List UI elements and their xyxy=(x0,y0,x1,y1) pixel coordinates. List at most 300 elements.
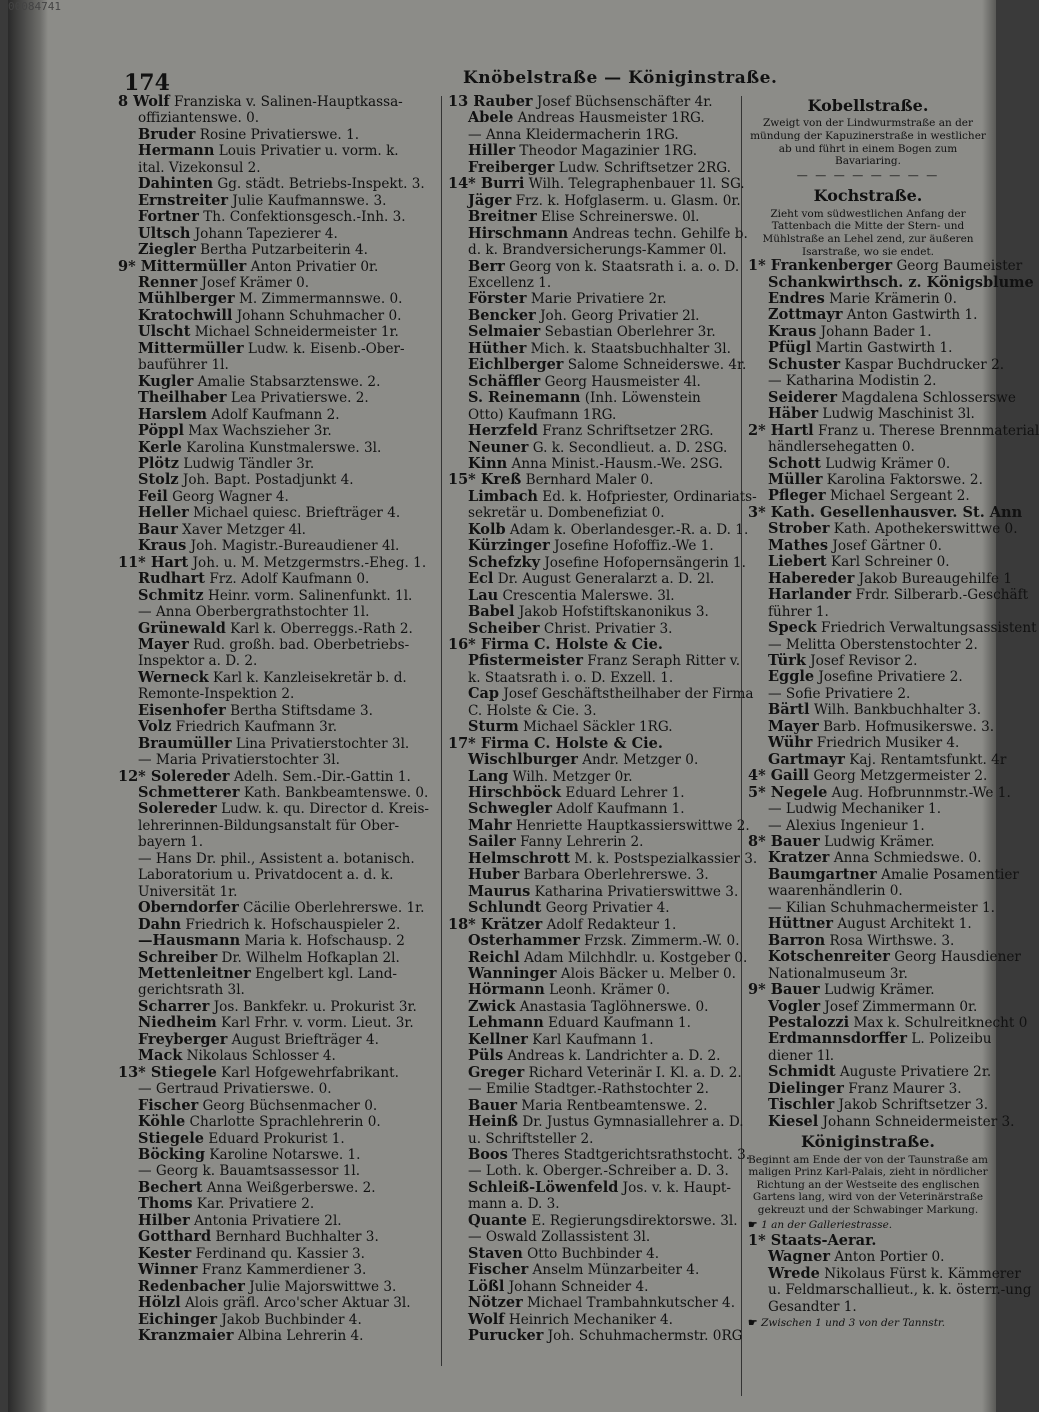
resident-details: Albina Lehrerin 4. xyxy=(233,1327,364,1344)
resident-name: Seiderer xyxy=(768,388,838,406)
directory-entry xyxy=(748,783,1011,801)
resident-name: Mack xyxy=(138,1047,183,1065)
resident-name: Cap xyxy=(468,685,500,703)
directory-entry xyxy=(748,586,1029,604)
directory-entry xyxy=(448,110,738,126)
house-number: 9* xyxy=(748,981,766,999)
house-number: 8 xyxy=(118,93,129,110)
resident-details: Marie Privatiere 2r. xyxy=(526,291,667,308)
directory-entry xyxy=(118,456,440,472)
resident-name: Winner xyxy=(138,1261,198,1279)
directory-entry xyxy=(448,1262,738,1278)
resident-details: Andreas techn. Gehilfe b. xyxy=(568,225,748,242)
resident-name: Eggle xyxy=(768,668,815,686)
resident-name: Kreß xyxy=(475,471,522,489)
directory-entry xyxy=(748,619,1037,637)
directory-entry xyxy=(118,736,440,752)
directory-entry xyxy=(448,719,738,735)
directory-entry xyxy=(448,1213,738,1229)
resident-name: S. Reinemann xyxy=(468,389,581,407)
resident-name: Kerle xyxy=(138,438,182,456)
directory-entry xyxy=(748,307,988,323)
resident-name: Kinn xyxy=(468,454,508,472)
house-number: 15* xyxy=(448,471,476,489)
resident-name: Förster xyxy=(468,290,527,308)
directory-entry xyxy=(118,1180,440,1196)
resident-details: Otto Buchbinder 4. xyxy=(522,1245,660,1262)
resident-details: Georg Privatier 4. xyxy=(541,900,670,917)
resident-details: Dr. Wilhelm Hofkaplan 2l. xyxy=(217,949,400,966)
resident-details: Barbara Oberlehrerswe. 3. xyxy=(519,867,709,884)
resident-details: Friedrich Verwaltungsassistent xyxy=(816,620,1037,637)
resident-details: Ludwig Krämer. xyxy=(819,833,935,850)
directory-entry xyxy=(448,175,745,193)
entry-continuation: u. Feldmarschallieut., k. k. österr.-ung xyxy=(768,1282,1032,1299)
directory-entry xyxy=(118,999,440,1015)
resident-name: Köhle xyxy=(138,1113,186,1131)
directory-entry xyxy=(118,900,440,916)
house-number: 8* xyxy=(748,832,766,850)
resident-name: Schleiß-Löwenfeld xyxy=(468,1178,619,1196)
directory-entry xyxy=(118,440,440,456)
directory-entry xyxy=(748,257,1023,275)
resident-details: Johann Schuhmacher 0. xyxy=(232,307,402,324)
resident-name: Wanninger xyxy=(468,965,557,983)
resident-details: Frz. k. Hofglaserm. u. Glasm. 0r. xyxy=(511,192,741,209)
resident-details: Kath. Bankbeamtenswe. 0. xyxy=(239,785,429,802)
resident-name: Sturm xyxy=(468,718,519,736)
resident-details: Georg von k. Staatsrath i. a. o. D. xyxy=(504,258,740,275)
directory-entry xyxy=(448,884,738,900)
entry-continuation: gerichtsrath 3l. xyxy=(138,982,245,999)
resident-details: Anna Schmiedswe. 0. xyxy=(829,850,982,867)
resident-details: Joh. Schuhmachermstr. 0RG xyxy=(543,1327,743,1344)
resident-details: G. k. Secondlieut. a. D. 2SG. xyxy=(528,439,728,456)
resident-name: Grünewald xyxy=(138,619,226,637)
directory-entry xyxy=(118,324,440,340)
resident-name: Burri xyxy=(475,175,525,193)
directory-entry xyxy=(448,191,741,209)
directory-entry xyxy=(448,209,738,225)
directory-entry xyxy=(448,520,749,538)
resident-details: Jakob Bureaugehilfe 1 xyxy=(854,570,1013,587)
resident-name: Hartl xyxy=(765,421,814,439)
resident-details: Ed. k. Hofpriester, Ordinariats- xyxy=(537,488,757,505)
directory-entry xyxy=(448,933,738,949)
entry-continuation: — Gertraud Privatierswe. 0. xyxy=(138,1081,332,1098)
resident-name: Tischler xyxy=(768,1096,835,1114)
resident-details: Christ. Privatier 3. xyxy=(539,620,673,637)
resident-name: Nötzer xyxy=(468,1294,523,1312)
directory-entry xyxy=(748,1112,1015,1130)
resident-details: Joh. Bapt. Postadjunkt 4. xyxy=(178,472,354,489)
entry-continuation: waarenhändlerin 0. xyxy=(768,883,903,900)
directory-entry xyxy=(748,554,988,570)
resident-name: Freyberger xyxy=(138,1030,228,1048)
resident-details: Mich. k. Staatsbuchhalter 3l. xyxy=(526,340,731,357)
directory-entry xyxy=(448,160,738,176)
resident-details: Jakob Hofstiftskanonikus 3. xyxy=(514,604,709,621)
entry-continuation: Excellenz 1. xyxy=(468,274,552,291)
directory-entry xyxy=(448,1279,738,1295)
resident-name: Lößl xyxy=(468,1277,505,1295)
resident-details: Michael Sergeant 2. xyxy=(825,488,970,505)
directory-entry xyxy=(118,950,440,966)
resident-name: Eisenhofer xyxy=(138,701,226,719)
resident-details: Heinrich Mechaniker 4. xyxy=(504,1311,673,1328)
directory-entry xyxy=(118,538,440,554)
resident-details: Johann Schneidermeister 3. xyxy=(818,1113,1015,1130)
resident-details: Franz Seraph Ritter v. xyxy=(582,653,741,670)
directory-entry xyxy=(118,1131,440,1147)
resident-name: Renner xyxy=(138,273,198,291)
house-number: 9* xyxy=(118,257,136,275)
cross-street-note: ☛ 1 an der Galleriestrasse. xyxy=(748,1218,893,1231)
resident-details: Max Wachszieher 3r. xyxy=(183,423,332,440)
column-rule xyxy=(441,96,442,1366)
resident-details: Georg Hausdiener xyxy=(889,949,1021,966)
konigin-entries xyxy=(748,1232,1032,1315)
resident-details: Anastasia Taglöhnerswe. 0. xyxy=(515,998,709,1015)
entry-continuation: mann a. D. 3. xyxy=(468,1196,560,1213)
resident-name: Herzfeld xyxy=(468,422,538,440)
resident-details: Maria Rentbeamtenswe. 2. xyxy=(517,1097,708,1114)
resident-details: Adolf Kaufmann 2. xyxy=(206,406,340,423)
resident-name: Selmaier xyxy=(468,323,541,341)
resident-name: Gaill xyxy=(765,767,810,785)
resident-name: Böcking xyxy=(138,1146,205,1163)
resident-name: Mahr xyxy=(468,816,512,834)
resident-name: Erdmannsdorffer xyxy=(768,1030,908,1048)
resident-name: Mayer xyxy=(768,717,819,735)
directory-entry xyxy=(448,94,738,110)
directory-entry xyxy=(448,966,738,982)
street-heading: Kobellstraße. xyxy=(807,96,929,115)
resident-name: Häber xyxy=(768,405,819,423)
resident-name: Berr xyxy=(468,257,505,275)
resident-details: Th. Confektionsgesch.-Inh. 3. xyxy=(198,209,406,226)
resident-name: Heinß xyxy=(468,1113,518,1131)
resident-name: Schlundt xyxy=(468,899,542,917)
resident-details: Wilh. Telegraphenbauer 1l. SG. xyxy=(524,176,745,193)
resident-details: Adolf Kaufmann 1. xyxy=(552,801,685,818)
entry-continuation: — Emilie Stadtger.-Rathstochter 2. xyxy=(468,1081,710,1098)
resident-details: Josef Geschäftstheilhaber der Firma xyxy=(499,686,754,703)
resident-details: Crescentia Malerswe. 3l. xyxy=(498,587,675,604)
resident-details: Georg Büchsenmacher 0. xyxy=(198,1097,378,1114)
resident-details: (Inh. Löwenstein xyxy=(580,390,701,407)
resident-name: Volz xyxy=(138,718,172,736)
resident-details: Nikolaus Schlosser 4. xyxy=(182,1048,336,1065)
directory-entry xyxy=(448,143,738,159)
directory-entry xyxy=(448,1098,738,1114)
entry-continuation: — Anna Oberbergrathstochter 1l. xyxy=(138,604,370,621)
directory-entry xyxy=(748,1233,988,1249)
resident-name: Solereder xyxy=(138,800,217,818)
directory-entry xyxy=(118,1048,440,1064)
entry-continuation: C. Holste & Cie. 3. xyxy=(468,702,597,719)
entry-continuation: offiziantenswe. 0. xyxy=(138,110,260,127)
resident-name: Gotthard xyxy=(138,1228,212,1246)
resident-name: Lang xyxy=(468,767,509,785)
directory-entry xyxy=(748,1030,992,1048)
resident-details: Josef Büchsenschäfter 4r. xyxy=(532,94,713,110)
resident-name: Wolf xyxy=(128,93,170,110)
resident-details: Ludwig Krämer 0. xyxy=(820,455,951,472)
house-number: 3* xyxy=(748,503,766,521)
resident-details: Josef Gärtner 0. xyxy=(828,537,942,554)
resident-details: Antonia Privatiere 2l. xyxy=(189,1212,342,1229)
resident-name: Kugler xyxy=(138,372,194,390)
directory-entry xyxy=(448,1246,738,1262)
directory-entry xyxy=(118,1098,440,1114)
resident-name: Harlander xyxy=(768,586,852,604)
house-number: 17* xyxy=(448,734,476,752)
resident-name: Schäffler xyxy=(468,372,541,390)
resident-name: Kürzinger xyxy=(468,537,550,555)
resident-details: Martin Gastwirth 1. xyxy=(811,340,953,357)
directory-entry xyxy=(448,900,738,916)
directory-entry xyxy=(448,356,747,374)
directory-entry xyxy=(748,669,988,685)
resident-name: Purucker xyxy=(468,1326,544,1344)
resident-name: Reichl xyxy=(468,948,520,966)
directory-entry xyxy=(448,752,738,768)
resident-details: Fanny Lehrerin 2. xyxy=(515,834,644,851)
directory-entry xyxy=(748,948,1021,966)
house-number: 18* xyxy=(448,915,476,933)
page-number: 174 xyxy=(124,70,170,96)
directory-entry xyxy=(118,703,440,719)
resident-details: Andreas k. Landrichter a. D. 2. xyxy=(503,1048,721,1065)
resident-details: Frz. Adolf Kaufmann 0. xyxy=(205,571,370,588)
resident-name: Habereder xyxy=(768,569,855,587)
resident-name: Solereder xyxy=(145,767,230,785)
directory-entry xyxy=(118,1196,440,1212)
directory-entry xyxy=(748,1063,992,1081)
resident-name: Wolf xyxy=(468,1310,505,1328)
resident-name: Zwick xyxy=(468,997,516,1015)
entry-continuation: — Alexius Ingenieur 1. xyxy=(768,817,925,834)
resident-details: Amalie Posamentier xyxy=(876,866,1019,883)
resident-details: Cäcilie Oberlehrerswe. 1r. xyxy=(238,900,425,917)
resident-name: Kraus xyxy=(138,537,187,555)
entry-continuation: — Georg k. Bauamtsassessor 1l. xyxy=(138,1163,361,1180)
directory-entry xyxy=(118,555,440,571)
directory-entry xyxy=(748,406,988,422)
resident-name: Hirschböck xyxy=(468,784,562,802)
resident-name: Babel xyxy=(468,603,515,621)
directory-entry xyxy=(748,1249,988,1265)
directory-entry xyxy=(448,769,738,785)
resident-details: L. Polizeibu xyxy=(907,1031,992,1048)
resident-details: Wilh. Bankbuchhalter 3. xyxy=(809,702,982,719)
directory-entry xyxy=(448,652,741,670)
resident-details: Amalie Stabsarztenswe. 2. xyxy=(193,373,381,390)
directory-entry xyxy=(118,127,440,143)
resident-details: Franz u. Therese Brennmaterial xyxy=(813,422,1039,439)
resident-details: Marie Krämerin 0. xyxy=(824,291,957,308)
street-heading: Königinstraße. xyxy=(801,1132,935,1152)
directory-entry xyxy=(448,982,738,998)
resident-details: Josefine Hofopernsängerin 1. xyxy=(540,554,746,571)
directory-entry xyxy=(118,621,440,637)
directory-entry xyxy=(748,421,1039,439)
resident-name: Sailer xyxy=(468,833,516,851)
cross-street-note: ☛ Zwischen 1 und 3 von der Tannstr. xyxy=(748,1317,946,1330)
resident-details: Karl Schreiner 0. xyxy=(826,554,950,571)
directory-entry xyxy=(748,717,995,735)
resident-details: Adolf Redakteur 1. xyxy=(542,916,677,933)
directory-entry xyxy=(748,1097,988,1113)
resident-details: Richard Veterinär I. Kl. a. D. 2. xyxy=(524,1064,742,1081)
resident-name: Kiesel xyxy=(768,1112,819,1130)
directory-entry xyxy=(448,1063,742,1081)
directory-entry xyxy=(448,341,738,357)
resident-details: Eduard Kaufmann 1. xyxy=(543,1015,691,1032)
resident-details: Anton Privatier 0r. xyxy=(246,258,379,275)
directory-entry xyxy=(448,849,758,867)
scan-code: 00084741 xyxy=(8,0,61,13)
directory-entry xyxy=(118,1328,440,1344)
directory-entry xyxy=(448,291,738,307)
resident-details: Adam Milchhdlr. u. Kostgeber 0. xyxy=(519,949,748,966)
resident-details: Josef Krämer 0. xyxy=(197,274,310,291)
resident-details: Leonh. Krämer 0. xyxy=(544,982,671,999)
resident-name: Helmschrott xyxy=(468,849,571,867)
house-number: 11* xyxy=(118,553,146,571)
resident-name: Neuner xyxy=(468,438,529,456)
resident-name: Kratochwill xyxy=(138,306,233,324)
resident-name: Wühr xyxy=(768,734,813,752)
resident-name: Fortner xyxy=(138,208,199,226)
resident-name: Rauber xyxy=(468,93,533,110)
house-number: 1* xyxy=(748,1232,766,1249)
house-number: 1* xyxy=(748,257,766,275)
resident-name: Firma C. Holste & Cie. xyxy=(475,734,663,752)
resident-details: Gg. städt. Betriebs-Inspekt. 3. xyxy=(213,176,425,193)
resident-name: Liebert xyxy=(768,553,827,571)
resident-name: Limbach xyxy=(468,487,538,505)
resident-details: Johann Tapezierer 4. xyxy=(190,225,338,242)
resident-details: August Briefträger 4. xyxy=(227,1031,379,1048)
directory-entry xyxy=(118,1213,440,1229)
resident-details: Andr. Metzger 0. xyxy=(577,752,699,769)
entry-continuation: ital. Vizekonsul 2. xyxy=(138,159,261,176)
resident-name: Barron xyxy=(768,931,826,949)
resident-name: Scheiber xyxy=(468,619,540,637)
entry-continuation: — Ludwig Mechaniker 1. xyxy=(768,801,942,818)
directory-entry xyxy=(448,685,754,703)
resident-details: Josefine Privatiere 2. xyxy=(814,669,963,686)
resident-details: Karl k. Oberreggs.-Rath 2. xyxy=(225,620,413,637)
resident-details: Katharina Privatierswittwe 3. xyxy=(530,883,739,900)
resident-name: Schmitz xyxy=(138,586,204,604)
koch-entries xyxy=(748,257,1039,1130)
resident-details: Adelh. Sem.-Dir.-Gattin 1. xyxy=(229,768,411,785)
resident-details: Adam k. Oberlandesger.-R. a. D. 1. xyxy=(505,521,749,538)
column-rule xyxy=(741,96,742,1396)
resident-name: Kraus xyxy=(768,322,817,340)
resident-name: Pöppl xyxy=(138,422,184,440)
resident-name: Schmidt xyxy=(768,1063,836,1081)
resident-name: Mettenleitner xyxy=(138,965,251,983)
street-heading: Kochstraße. xyxy=(813,186,923,206)
directory-entry xyxy=(448,1312,738,1328)
resident-details: Friedrich k. Hofschauspieler 2. xyxy=(181,916,401,933)
directory-entry xyxy=(748,520,1018,538)
directory-entry xyxy=(748,916,988,932)
resident-name: Türk xyxy=(768,651,806,669)
directory-entry xyxy=(118,374,440,390)
resident-name: Negele xyxy=(765,783,828,801)
resident-details: Anton Gastwirth 1. xyxy=(842,307,978,324)
resident-name: Bärtl xyxy=(768,701,810,719)
directory-entry xyxy=(748,388,1016,406)
resident-name: Fischer xyxy=(468,1261,529,1279)
directory-entry xyxy=(448,308,738,324)
directory-entry xyxy=(448,637,738,653)
entry-continuation: Inspektor a. D. 2. xyxy=(138,653,258,670)
directory-entry xyxy=(748,653,988,669)
directory-entry xyxy=(448,999,738,1015)
resident-details: Maria k. Hofschausp. 2 xyxy=(240,933,405,950)
resident-details: Michael Trambahnkutscher 4. xyxy=(522,1295,736,1312)
resident-name: Kath. Gesellenhausver. St. Ann xyxy=(765,503,1023,521)
directory-entry xyxy=(118,1147,440,1163)
resident-name: Mühlberger xyxy=(138,290,235,308)
resident-details: Dr. August Generalarzt a. D. 2l. xyxy=(493,571,715,588)
resident-details: Anselm Münzarbeiter 4. xyxy=(528,1262,700,1279)
resident-name: Hilber xyxy=(138,1211,190,1229)
separator: — — — — — — — — xyxy=(796,168,940,182)
directory-entry xyxy=(118,143,440,159)
directory-entry xyxy=(748,933,988,949)
directory-entry xyxy=(448,1032,738,1048)
resident-name: Mittermüller xyxy=(135,257,247,275)
resident-name: Pestalozzi xyxy=(768,1013,850,1031)
entry-continuation: diener 1l. xyxy=(768,1047,835,1064)
directory-entry xyxy=(748,538,988,554)
entry-continuation: führer 1. xyxy=(768,603,829,620)
resident-details: Xaver Metzger 4l. xyxy=(177,521,306,538)
directory-entry xyxy=(748,999,988,1015)
resident-name: Schuster xyxy=(768,355,841,373)
resident-details: Anna Minist.-Hausm.-We. 2SG. xyxy=(507,455,723,472)
resident-name: Stiegele xyxy=(145,1063,217,1081)
resident-name: Krätzer xyxy=(475,915,543,933)
entry-continuation: Remonte-Inspektion 2. xyxy=(138,686,295,703)
entry-continuation: — Katharina Modistin 2. xyxy=(768,373,937,390)
resident-details: Auguste Privatiere 2r. xyxy=(835,1064,992,1081)
resident-details: Ludwig Maschinist 3l. xyxy=(818,406,975,423)
directory-entry xyxy=(118,291,440,307)
directory-entry xyxy=(448,1015,738,1031)
directory-entry xyxy=(748,291,988,307)
directory-entry xyxy=(748,324,988,340)
resident-name: Freiberger xyxy=(468,158,555,176)
resident-name: Niedheim xyxy=(138,1014,217,1032)
pointing-hand-icon: ☛ xyxy=(748,1317,762,1330)
resident-name: Bechert xyxy=(138,1178,203,1196)
resident-details: Bertha Putzarbeiterin 4. xyxy=(195,242,368,259)
resident-details: Joh. Georg Privatier 2l. xyxy=(535,307,700,324)
resident-name: Kester xyxy=(138,1244,192,1262)
resident-name: Kratzer xyxy=(768,849,830,867)
house-number: 5* xyxy=(748,783,766,801)
entry-continuation: — Melitta Oberstenstochter 2. xyxy=(768,636,978,653)
resident-details: Andreas Hausmeister 1RG. xyxy=(513,110,705,127)
